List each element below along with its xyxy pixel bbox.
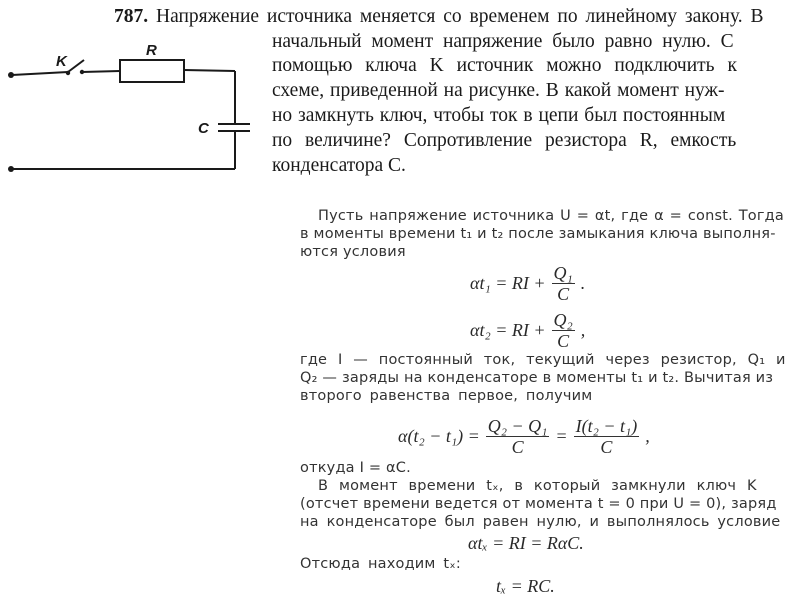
problem-line-3: помощью ключа K источник можно подключить к: [272, 55, 737, 76]
problem-line-1: 787. Напряжение источника меняется со временем по линейному закону. В: [114, 6, 764, 27]
wire-switch-resistor: [82, 71, 120, 72]
problem-line-5: но замкнуть ключ, чтобы ток в цепи был постоянным: [272, 105, 726, 126]
problem-statement: [0, 0, 793, 185]
equation-3: α(t₂ − t₁) = $\frac{\text{Q₂ − Q₁}}{C}$ = $\frac{\text{I(t₂ − t₁)}}{C}$ ,: [398, 416, 650, 457]
solution-p2-line1: где I — постоянный ток, текущий через резистор, Q₁ и: [300, 352, 786, 368]
switch-label: K: [56, 53, 67, 70]
resistor-label: R: [146, 42, 157, 59]
solution-p4-line1: В момент времени tₓ, в который замкнули ключ K: [318, 478, 757, 494]
solution-p4-line3: на конденсаторе был равен нулю, и выполнялось условие: [300, 514, 781, 530]
solution-p2-line3: второго равенства первое, получим: [300, 388, 593, 404]
solution-p5: Отсюда находим tₓ:: [300, 556, 461, 572]
equation-1: αt₁ = RI + $\frac{\text{Q₁}}{C}$ .: [470, 263, 586, 304]
equation-5: tₓ = RC.: [496, 576, 555, 596]
equation-4: αtₓ = RI = RαC.: [468, 533, 584, 553]
problem-number: 787.: [114, 6, 149, 27]
solution-p3: откуда I = αC.: [300, 460, 411, 476]
solution-p2-line2: Q₂ — заряды на конденсаторе в моменты t₁ и t₂. Вычитая из: [300, 370, 774, 386]
problem-line-2: начальный момент напряжение было равно нулю. С: [272, 31, 734, 52]
problem-line-7: конденсатора C.: [272, 155, 406, 176]
equation-2: αt₂ = RI + $\frac{\text{Q₂}}{C}$ ,: [470, 310, 586, 351]
terminal-top: [8, 72, 14, 78]
solution-p1-line3: ются условия: [300, 244, 406, 260]
terminal-bottom: [8, 166, 14, 172]
wire-input-top: [12, 72, 68, 75]
solution-p4-line2: (отсчет времени ведется от момента t = 0 при U = 0), заряд: [300, 496, 777, 512]
circuit-diagram: [0, 36, 260, 176]
solution-p1-line1: Пусть напряжение источника U = αt, где α = const. Тогда: [318, 208, 784, 224]
problem-line-4: схеме, приведенной на рисунке. В какой момент нуж-: [272, 80, 725, 101]
resistor-icon: [120, 60, 184, 82]
capacitor-label: C: [198, 120, 209, 137]
solution-p1-line2: в моменты времени t₁ и t₂ после замыкания ключа выполня-: [300, 226, 776, 242]
problem-line-6: по величине? Сопротивление резистора R, емкость: [272, 130, 737, 151]
